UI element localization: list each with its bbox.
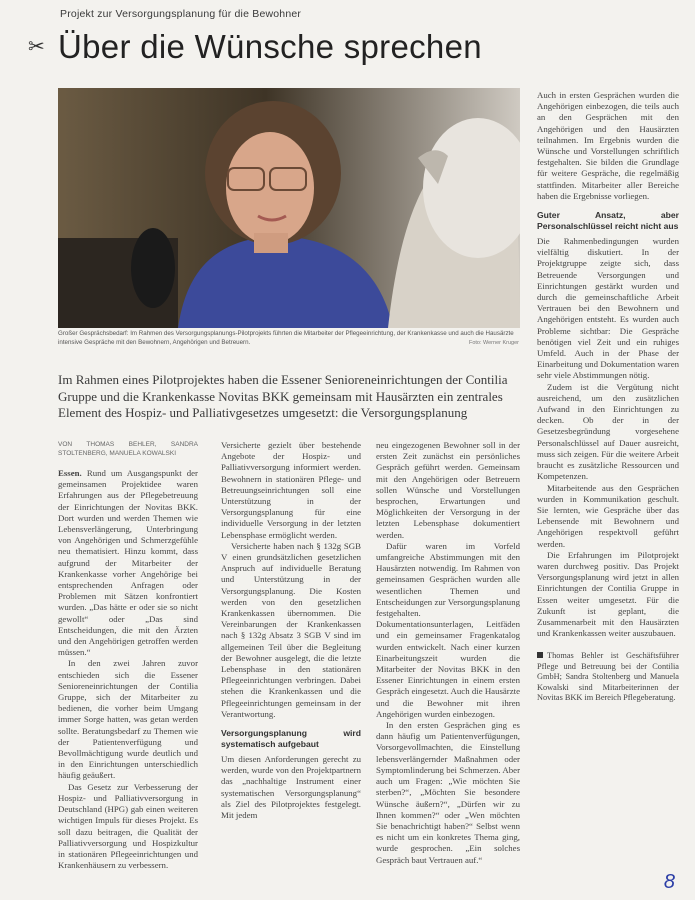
paragraph: Auch in ersten Gesprächen wurden die Angehörigen einbezogen, die teils auch an den Gesprächen mit den Angehörigen und den Hausärzten teilnahmen. Im Ergebnis wurden die Wünsche und Vorstellungen schriftlich festgehalten. Sie bilden die Grundlage für weitere Gespräche, die regelmäßig stattfinden. Mitarbeiter aller Bereiche haben die Ergebnisse vorliegen. (537, 90, 679, 201)
paragraph: Versicherte haben nach § 132g SGB V einen grundsätzlichen gesetzlichen Anspruch auf individuelle Beratung und Unterstützung in der Versorgungsplanung. Die Kosten werden von den gesetzlichen Krankenkassen übernommen. Die Vereinbarungen der Krankenkassen nach § 132g Absatz 3 SGB V sind im allgemeinen Teil über die Begleitung der Bewohner ausgelegt, die die letzte Lebensphase in den stationären Pflegeeinrichtungen verbringen. Dabei stehen die Krankenkassen und die Pflegeeinrichtungen gemeinsam in der Verantwortung. (221, 540, 361, 719)
paragraph: Versicherte gezielt über bestehende Angebote der Hospiz- und Palliativversorgung informiert werden. Bewohnern in stationären Pflege- und Betreuungseinrichtungen soll eine Unterstützung in der Versorgungsplanung für eine individuelle Versorgung in der letzten Lebensphase ermöglicht werden. (221, 440, 361, 540)
subheading: Guter Ansatz, aber Personalschlüssel reicht nicht aus (537, 210, 679, 232)
author-info (537, 651, 679, 704)
paragraph: Um diesen Anforderungen gerecht zu werden, wurde von den Projektpartnern das „nachhaltige Instrument einer systematischen Versorgungsplanung“ als Ziel des Pilotprojektes festgelegt. Mit jedem (221, 754, 361, 821)
photo-caption: Großer Gesprächsbedarf: Im Rahmen des Versorgungsplanungs-Pilotprojekts führten die Mitarbeiter der Pflegeeinrichtung, der Krankenkasse und auch die Hausärzte intensive Gespräche mit den Bewohnern, Angehörigen und Betreuern. (58, 330, 514, 346)
paragraph: Mitarbeitende aus den Gesprächen wurden in Kommunikation geschult. Sie lernten, wie Gespräche über das Lebensende mit Bewohnern und Angehörigen respektvoll geführt werden. (537, 482, 679, 549)
article-photo (58, 88, 520, 328)
paragraph: In den ersten Gesprächen ging es dann häufig um Patientenverfügungen, Vorsorgevollmachten, die Einstellung lebensverlängernder Maßnahmen oder Symptomlinderung bei Schmerzen. Aber auch um Fragen: „Wie möchten Sie sterben?“, „Möchten Sie besondere Wünsche äußern?“, „Dürfen wir zu Ihnen kommen?“ oder „Wen möchten Sie benachrichtigt haben?“ Selbst wenn es nicht um ein konkretes Thema ging, wurde gesprochen. „Ein solches Gespräch baut Vertrauen auf.“ (376, 720, 520, 865)
article-title: Über die Wünsche sprechen (58, 28, 482, 65)
paragraph-text: Rund um Ausgangspunkt der gemeinsamen Projektidee waren Erfahrungen aus der Pflegebetreuung der Einrichtungen der Novitas BKK. Dort wurden und werden Themen wie Lebensverlängerung, Unterbringung von Angehörigen und Schmerzgefühle neu thematisiert. Hinzu kommt, dass aufgrund der Mitarbeiter der Krankenkasse vorher Angehörige bei entsprechenden Anfragen oder Problemen mit Sätzen konfrontiert wurden. „Das hätte er oder sie so nicht gewollt“ oder „Das sind Entscheidungen, die mit den Ärzten und den Angehörigen getroffen werden müssen.“ (58, 468, 198, 658)
photo-credit: Foto: Werner Kruger (468, 340, 519, 346)
column-4 (537, 90, 679, 704)
column-3 (376, 440, 520, 866)
paragraph: neu eingezogenen Bewohner soll in der ersten Zeit zunächst ein persönliches Gespräch geführt werden. Gemeinsam mit den Angehörigen oder Betreuern sollen Wünsche und Vorstellungen besprochen, Erwartungen und Möglichkeiten der Versorgung in der letzten Lebensphase dokumentiert werden. (376, 440, 520, 540)
column-2 (221, 440, 361, 821)
paragraph: Die Rahmenbedingungen wurden vielfältig diskutiert. In der Projektgruppe zeigte sich, dass Betreuende Versorgungen und Einrichtungen gestärkt wurden und durch die gemeinschaftliche Arbeit Vertrauen bei den Bewohnern und Angehörigen entsteht. Es wurden auch Probleme sichtbar: Die Gespräche benötigen viel Zeit und ein ruhiges Umfeld. Auch in der Phase der Einarbeitung und Dokumentation waren sehr viele Abstimmungen nötig. (537, 236, 679, 381)
subheading: Versorgungsplanung wird systematisch aufgebaut (221, 728, 361, 750)
paragraph: Das Gesetz zur Verbesserung der Hospiz- und Palliativversorgung in Deutschland (HPG) gab einen weiteren wichtigen Impuls für dieses Projekt. Es soll dazu beitragen, die Qualität der Palliativversorgung und Hospizkultur in stationären Pflegeeinrichtungen und Krankenhäusern zu verbessern. (58, 781, 198, 871)
paragraph: Dafür waren im Vorfeld umfangreiche Abstimmungen mit den Hausärzten notwendig. Im Rahmen von gemeinsamen Gesprächen wurden alle wesentlichen Themen und Entscheidungen zur Versorgungsplanung festgehalten. Dokumentationsunterlagen, Leitfäden und ein gemeinsamer Fragenkatalog wurden entwickelt. Nach einer kurzen Einarbeitungszeit wurden die Mitarbeiter der Novitas BKK in den Essener Einrichtungen in einem ersten Gespräch eingesetzt. Auch die Hausärzte und die Bewohner mit ihren Angehörigen wurden einbezogen. (376, 540, 520, 719)
paragraph: Zudem ist die Vergütung nicht ausreichend, um den zusätzlichen Aufwand in den Einrichtungen zu decken. Ob der in der Gesetzesbegründung vorgesehene Personalschlüssel auf Dauer ausreicht, muss sich zeigen. Für die weitere Arbeit braucht es zusätzliche Ressourcen und Kompetenzen. (537, 381, 679, 482)
paragraph (58, 468, 198, 658)
scissors-icon: ✂ (28, 36, 45, 58)
author-info-text: Thomas Behler ist Geschäftsführer Pflege und Betreuung bei der Contilia GmbH; Sandra Stoltenberg und Manuela Kowalski sind Mitarbeiterinnen der Novitas BKK im Bereich Pflegeberatung. (537, 651, 679, 703)
column-1 (58, 440, 198, 871)
byline: VON THOMAS BEHLER, SANDRA STOLTENBERG, MANUELA KOWALSKI (58, 441, 198, 457)
paragraph: Die Erfahrungen im Pilotprojekt waren durchweg positiv. Das Projekt Versorgungsplanung wird jetzt in allen Einrichtungen der Contilia Gruppe in Essen weiter umgesetzt. Für die Zukunft ist geplant, die Zusammenarbeit mit den Hausärzten und Krankenkassen weiter auszubauen. (537, 549, 679, 639)
dateline: Essen. (58, 468, 82, 478)
kicker: Projekt zur Versorgungsplanung für die Bewohner (60, 8, 302, 20)
bullet-square-icon (537, 652, 543, 658)
photo-illustration (58, 88, 520, 328)
paragraph: In den zwei Jahren zuvor entschieden sich die Essener Senioreneinrichtungen der Contilia Gruppe, sich der Mitarbeiter zu bedienen, die vorher beim Umgang immer Sorge hatten, was getan werden sollte. Beratungsbedarf zu Themen wie der Patientenverfügung und Bevollmächtigung wurde deutlich und in den Einrichtungen unterschiedlich häufig geäußert. (58, 658, 198, 781)
page-number: 8 (663, 871, 675, 893)
lead-paragraph: Im Rahmen eines Pilotprojektes haben die Essener Senioreneinrichtungen der Contilia Gruppe und die Krankenkasse Novitas BKK gemeinsam mit Hausärzten ein zentrales Element des Hospiz- und Palliativgesetzes umgesetzt: die Versorgungsplanung (58, 372, 508, 420)
